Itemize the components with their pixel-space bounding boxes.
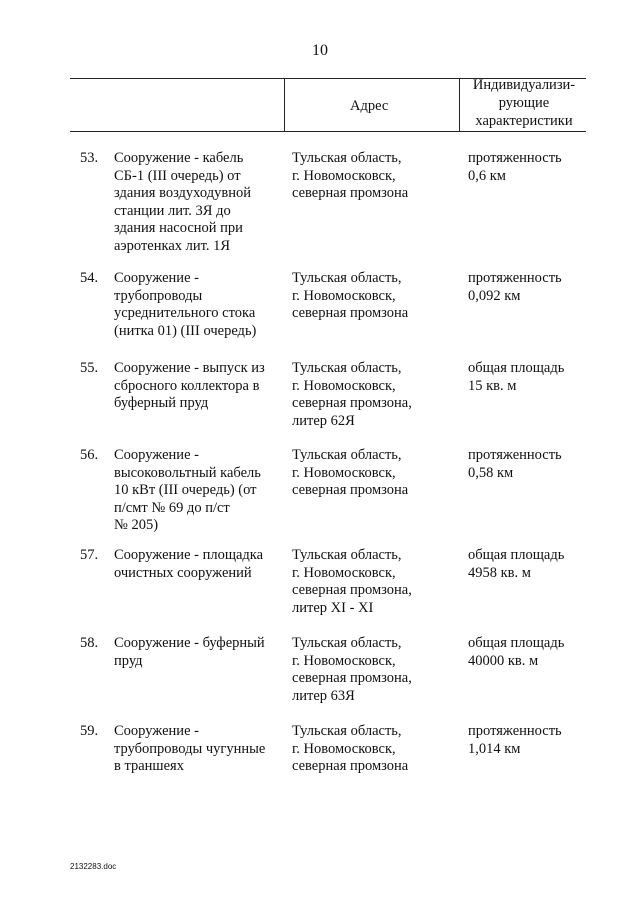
object-address-line: северная промзона <box>292 482 409 498</box>
object-address-line: г. Новомосковск, <box>292 740 396 757</box>
object-address <box>292 447 452 500</box>
object-name-line: аэротенках лит. 1Я <box>114 237 231 254</box>
object-address-line: литер 62Я <box>292 412 355 429</box>
object-characteristics <box>468 360 598 395</box>
object-address-line: г. Новомосковск, <box>292 167 396 184</box>
object-address-line: северная промзона <box>292 185 409 201</box>
row-number: 58. <box>80 635 99 651</box>
object-name-line: Сооружение - кабель <box>114 150 244 166</box>
object-characteristics <box>468 635 598 670</box>
header-bottom-rule <box>70 131 586 132</box>
object-name-line: Сооружение - площадка <box>114 547 264 563</box>
object-name-line: высоковольтный кабель <box>114 464 261 481</box>
object-characteristics-line: протяженность <box>468 447 562 463</box>
object-name-line: сбросного коллектора в <box>114 377 260 394</box>
object-name-line: пруд <box>114 652 143 669</box>
object-address-line: Тульская область, <box>292 547 402 563</box>
object-address-line: литер XI - XI <box>292 599 374 616</box>
object-address-line: северная промзона <box>292 305 409 321</box>
object-name <box>114 270 284 340</box>
row-number: 56. <box>80 447 99 463</box>
object-characteristics-line: 4958 кв. м <box>468 564 531 581</box>
object-address <box>292 360 452 430</box>
document-filename: 2132283.doc <box>70 862 117 871</box>
object-name-line: Сооружение - <box>114 723 199 739</box>
column-header-characteristics-line: рующие <box>498 95 550 111</box>
object-characteristics-line: 0,6 км <box>468 167 506 184</box>
object-address-line: северная промзона, <box>292 395 412 411</box>
object-name-line: СБ-1 (III очередь) от <box>114 167 241 184</box>
object-name-line: 10 кВт (III очередь) (от <box>114 482 257 498</box>
object-name <box>114 723 284 776</box>
object-name-line: п/смт № 69 до п/ст <box>114 499 230 516</box>
object-characteristics <box>468 723 598 758</box>
object-name <box>114 547 284 582</box>
object-name-line: буферный пруд <box>114 395 209 411</box>
object-address-line: северная промзона, <box>292 582 412 598</box>
column-header-address: Адрес <box>350 98 389 114</box>
column-header-characteristics <box>462 76 586 130</box>
object-address-line: г. Новомосковск, <box>292 564 396 581</box>
object-address <box>292 635 452 705</box>
object-address-line: литер 63Я <box>292 687 355 704</box>
row-number: 59. <box>80 723 99 739</box>
row-number: 57. <box>80 547 99 563</box>
row-number: 53. <box>80 150 99 166</box>
row-number: 54. <box>80 270 99 286</box>
object-address <box>292 150 452 203</box>
column-header-characteristics-line: характеристики <box>475 113 573 129</box>
object-name <box>114 635 284 670</box>
object-address-line: Тульская область, <box>292 150 402 166</box>
column-header-characteristics-line: Индивидуализи- <box>472 77 576 93</box>
object-address-line: Тульская область, <box>292 723 402 739</box>
page-number: 10 <box>312 42 328 59</box>
object-characteristics <box>468 270 598 305</box>
object-name-line: № 205) <box>114 517 159 533</box>
object-characteristics <box>468 547 598 582</box>
object-name-line: (нитка 01) (III очередь) <box>114 322 257 339</box>
object-address-line: северная промзона, <box>292 670 412 686</box>
object-characteristics <box>468 447 598 482</box>
object-characteristics-line: 15 кв. м <box>468 377 517 394</box>
object-name <box>114 150 284 255</box>
object-characteristics-line: общая площадь <box>468 547 565 563</box>
object-address-line: Тульская область, <box>292 635 402 651</box>
object-name <box>114 447 284 535</box>
object-name-line: Сооружение - выпуск из <box>114 360 265 376</box>
object-address-line: Тульская область, <box>292 447 402 463</box>
row-number: 55. <box>80 360 99 376</box>
object-address <box>292 270 452 323</box>
object-characteristics-line: общая площадь <box>468 360 565 376</box>
object-name-line: станции лит. 3Я до <box>114 202 231 219</box>
object-address-line: г. Новомосковск, <box>292 377 396 394</box>
object-address-line: северная промзона <box>292 758 409 774</box>
object-name-line: Сооружение - <box>114 270 199 286</box>
object-name-line: в траншеях <box>114 758 184 774</box>
object-characteristics-line: протяженность <box>468 150 562 166</box>
object-name-line: трубопроводы <box>114 287 203 304</box>
object-name-line: здания воздуходувной <box>114 185 251 201</box>
object-address-line: г. Новомосковск, <box>292 287 396 304</box>
object-name-line: усреднительного стока <box>114 305 256 321</box>
object-characteristics-line: протяженность <box>468 270 562 286</box>
object-address-line: Тульская область, <box>292 360 402 376</box>
object-name-line: очистных сооружений <box>114 564 252 581</box>
object-name <box>114 360 284 413</box>
object-address <box>292 547 452 617</box>
header-divider-2 <box>459 78 460 132</box>
object-address-line: г. Новомосковск, <box>292 464 396 481</box>
object-address-line: Тульская область, <box>292 270 402 286</box>
object-characteristics <box>468 150 598 185</box>
object-address-line: г. Новомосковск, <box>292 652 396 669</box>
object-name-line: трубопроводы чугунные <box>114 740 266 757</box>
object-name-line: Сооружение - буферный <box>114 635 265 651</box>
object-characteristics-line: 1,014 км <box>468 740 521 757</box>
object-characteristics-line: протяженность <box>468 723 562 739</box>
header-divider-1 <box>284 78 285 132</box>
object-characteristics-line: 40000 кв. м <box>468 652 539 669</box>
object-name-line: Сооружение - <box>114 447 199 463</box>
object-characteristics-line: 0,58 км <box>468 464 514 481</box>
object-address <box>292 723 452 776</box>
object-name-line: здания насосной при <box>114 220 243 236</box>
object-characteristics-line: 0,092 км <box>468 287 521 304</box>
object-characteristics-line: общая площадь <box>468 635 565 651</box>
